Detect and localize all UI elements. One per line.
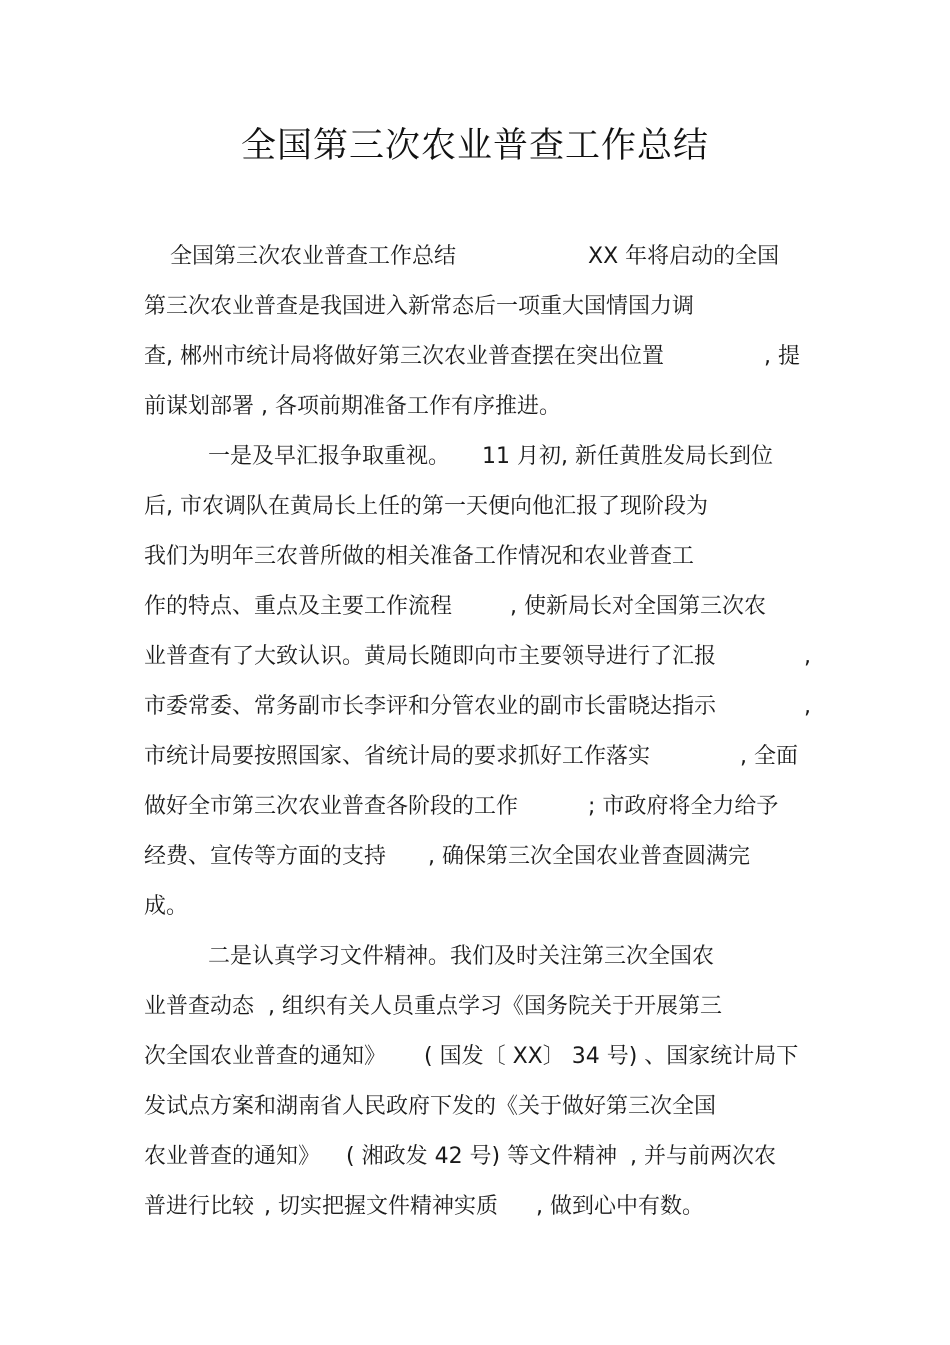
paragraph-1-line-3b: , 提 xyxy=(764,344,800,369)
paragraph-2-line-1a: 一是及早汇报争取重视。 xyxy=(208,444,451,469)
paragraph-2-line-6b: , xyxy=(804,694,811,719)
paragraph-2-line-4a: 作的特点、重点及主要工作流程 xyxy=(144,594,453,619)
paragraph-1-line-2: 第三次农业普查是我国进入新常态后一项重大国情国力调 xyxy=(144,294,695,319)
paragraph-2-line-6a: 市委常委、常务副市长李评和分管农业的副市长雷晓达指示 xyxy=(144,694,717,719)
paragraph-3-line-2b: , 组织有关人员重点学习《国务院关于开展第三 xyxy=(268,994,722,1019)
paragraph-2-line-9a: 经费、宣传等方面的支持 xyxy=(144,844,387,869)
paragraph-2-line-5b: , xyxy=(804,644,811,669)
paragraph-3-line-6a: 普进行比较 xyxy=(144,1194,255,1219)
paragraph-3-line-6c: , 做到心中有数。 xyxy=(536,1194,704,1219)
paragraph-2-line-2: 后, 市农调队在黄局长上任的第一天便向他汇报了现阶段为 xyxy=(144,494,708,519)
paragraph-3-line-3a: 次全国农业普查的通知》 xyxy=(144,1044,387,1069)
paragraph-2-line-3: 我们为明年三农普所做的相关准备工作情况和农业普查工 xyxy=(144,544,695,569)
paragraph-2-line-8a: 做好全市第三次农业普查各阶段的工作 xyxy=(144,794,519,819)
paragraph-2-line-7a: 市统计局要按照国家、省统计局的要求抓好工作落实 xyxy=(144,744,651,769)
document-title: 全国第三次农业普查工作总结 xyxy=(240,126,709,166)
paragraph-1-line-1b: XX 年将启动的全国 xyxy=(588,244,780,269)
paragraph-2-line-7b: , 全面 xyxy=(740,744,798,769)
paragraph-2-line-8b: ; 市政府将全力给予 xyxy=(588,794,779,819)
paragraph-3-line-2a: 业普查动态 xyxy=(144,994,255,1019)
paragraph-3-line-5b: ( 湘政发 42 号) 等文件精神 xyxy=(346,1144,618,1169)
paragraph-2-line-5a: 业普查有了大致认识。黄局长随即向市主要领导进行了汇报 xyxy=(144,644,717,669)
paragraph-1-line-3a: 查, 郴州市统计局将做好第三次农业普查摆在突出位置 xyxy=(144,344,664,369)
paragraph-2-line-4b: , 使新局长对全国第三次农 xyxy=(510,594,766,619)
paragraph-3-line-3b: ( 国发〔 XX〕 34 号) 、国家统计局下 xyxy=(424,1044,799,1069)
paragraph-2-line-1b: 11 月初, 新任黄胜发局长到位 xyxy=(482,444,773,469)
paragraph-3-line-1: 二是认真学习文件精神。我们及时关注第三次全国农 xyxy=(208,944,715,969)
paragraph-3-line-6b: , 切实把握文件精神实质 xyxy=(264,1194,498,1219)
paragraph-3-line-5c: , 并与前两次农 xyxy=(630,1144,776,1169)
paragraph-2-line-9b: , 确保第三次全国农业普查圆满完 xyxy=(428,844,750,869)
paragraph-2-line-10: 成。 xyxy=(144,894,189,919)
paragraph-3-line-4: 发试点方案和湖南省人民政府下发的《关于做好第三次全国 xyxy=(144,1094,717,1119)
paragraph-1-line-4: 前谋划部署 , 各项前期准备工作有序推进。 xyxy=(144,394,561,419)
paragraph-1-line-1a: 全国第三次农业普查工作总结 xyxy=(170,244,457,269)
paragraph-3-line-5a: 农业普查的通知》 xyxy=(144,1144,321,1169)
